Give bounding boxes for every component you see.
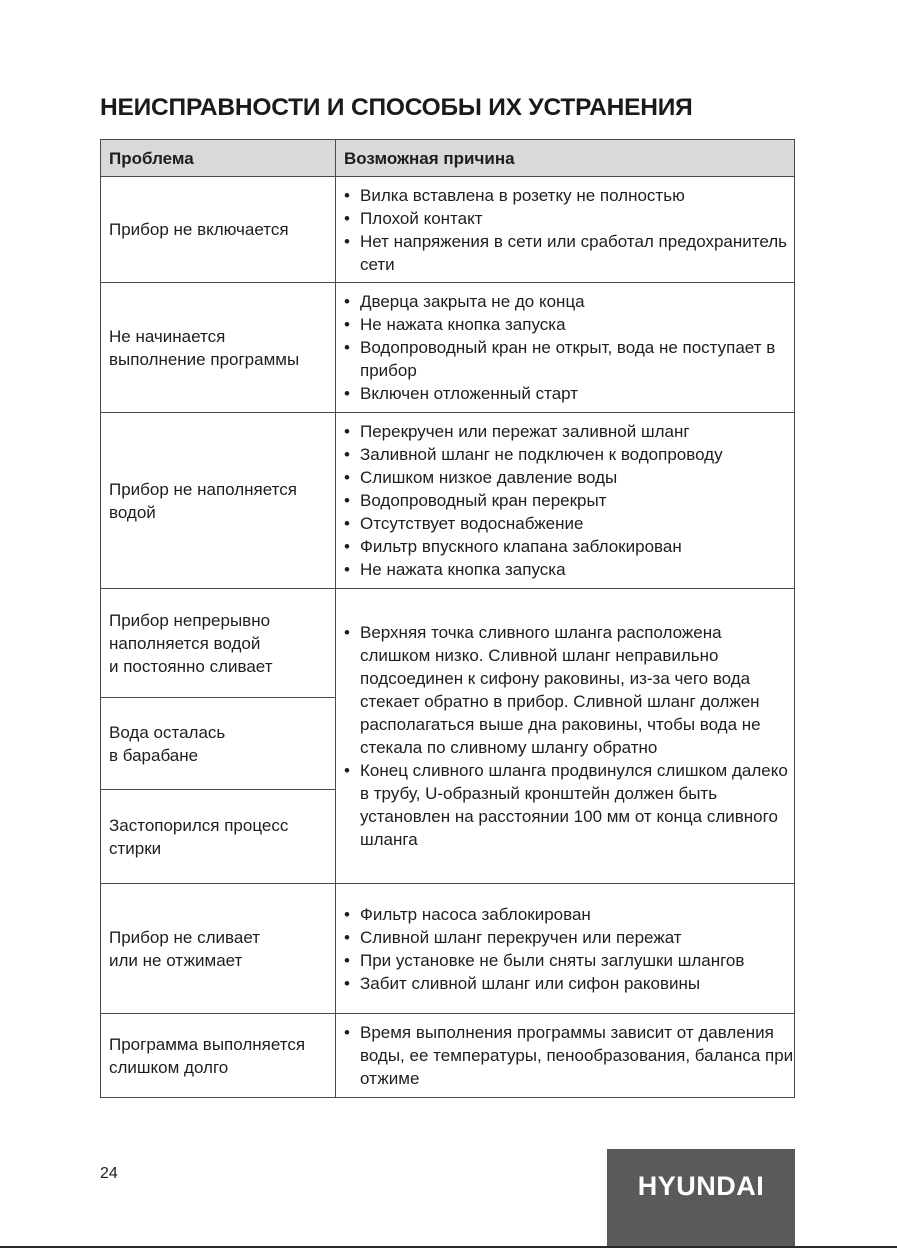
brand-logo-block bbox=[607, 1149, 795, 1248]
cause-item: • Плохой контакт bbox=[344, 207, 794, 230]
table-row bbox=[101, 177, 795, 283]
table-row bbox=[101, 589, 795, 698]
cause-item: • Конец сливного шланга продвинулся слишком далеко в трубу, U-образный кронштейн должен быть установлен на расстоянии 100 мм от конца сливного шланга bbox=[344, 759, 794, 851]
problem-cell: Прибор не наполняется водой bbox=[101, 413, 336, 589]
cause-item: • Водопроводный кран не открыт, вода не поступает в прибор bbox=[344, 336, 794, 382]
problem-cell: Прибор не сливает или не отжимает bbox=[101, 884, 336, 1014]
cause-item: • Слишком низкое давление воды bbox=[344, 466, 794, 489]
cause-list bbox=[344, 290, 794, 405]
column-header-cause: Возможная причина bbox=[336, 140, 795, 177]
problem-cell: Не начинается выполнение программы bbox=[101, 283, 336, 413]
problem-cell: Застопорился процесс стирки bbox=[101, 790, 336, 884]
table-header-row bbox=[101, 140, 795, 177]
shared-cause-cell bbox=[336, 589, 795, 884]
cause-list bbox=[344, 420, 794, 581]
cause-cell bbox=[336, 283, 795, 413]
cause-cell bbox=[336, 884, 795, 1014]
problem-cell: Прибор непрерывно наполняется водой и постоянно сливает bbox=[101, 589, 336, 698]
cause-cell bbox=[336, 177, 795, 283]
cause-item: • Включен отложенный старт bbox=[344, 382, 794, 405]
cause-item: • Вилка вставлена в розетку не полностью bbox=[344, 184, 794, 207]
page-title: НЕИСПРАВНОСТИ И СПОСОБЫ ИХ УСТРАНЕНИЯ bbox=[100, 94, 693, 121]
page-number: 24 bbox=[100, 1165, 118, 1182]
cause-item: • Не нажата кнопка запуска bbox=[344, 558, 794, 581]
cause-item: • Время выполнения программы зависит от давления воды, ее температуры, пенообразования, баланса при отжиме bbox=[344, 1021, 794, 1090]
cause-item: • Верхняя точка сливного шланга расположена слишком низко. Сливной шланг неправильно подсоединен к сифону раковины, из-за чего вода стекает обратно в прибор. Сливной шланг должен располагаться выше дна раковины, чтобы вода не стекала по сливному шлангу обратно bbox=[344, 621, 794, 759]
problem-cell: Вода осталась в барабане bbox=[101, 698, 336, 790]
cause-item: • Отсутствует водоснабжение bbox=[344, 512, 794, 535]
table-row bbox=[101, 283, 795, 413]
cause-item: • Водопроводный кран перекрыт bbox=[344, 489, 794, 512]
cause-list bbox=[344, 1021, 794, 1090]
cause-item: • Сливной шланг перекручен или пережат bbox=[344, 926, 794, 949]
cause-cell bbox=[336, 413, 795, 589]
column-header-problem: Проблема bbox=[101, 140, 336, 177]
brand-logo: HYUNDAI bbox=[637, 1171, 765, 1201]
cause-item: • Дверца закрыта не до конца bbox=[344, 290, 794, 313]
cause-item: • Фильтр впускного клапана заблокирован bbox=[344, 535, 794, 558]
cause-item: • Не нажата кнопка запуска bbox=[344, 313, 794, 336]
cause-item: • Фильтр насоса заблокирован bbox=[344, 903, 794, 926]
table-row bbox=[101, 884, 795, 1014]
cause-cell bbox=[336, 1014, 795, 1098]
problem-cell: Программа выполняется слишком долго bbox=[101, 1014, 336, 1098]
cause-item: • При установке не были сняты заглушки шлангов bbox=[344, 949, 794, 972]
cause-list bbox=[344, 621, 794, 851]
cause-item: • Заливной шланг не подключен к водопроводу bbox=[344, 443, 794, 466]
cause-item: • Нет напряжения в сети или сработал предохранитель сети bbox=[344, 230, 794, 276]
cause-item: • Забит сливной шланг или сифон раковины bbox=[344, 972, 794, 995]
table-row bbox=[101, 1014, 795, 1098]
cause-list bbox=[344, 903, 794, 995]
cause-item: • Перекручен или пережат заливной шланг bbox=[344, 420, 794, 443]
cause-list bbox=[344, 184, 794, 276]
table-row bbox=[101, 413, 795, 589]
troubleshooting-table bbox=[100, 139, 795, 1098]
problem-cell: Прибор не включается bbox=[101, 177, 336, 283]
